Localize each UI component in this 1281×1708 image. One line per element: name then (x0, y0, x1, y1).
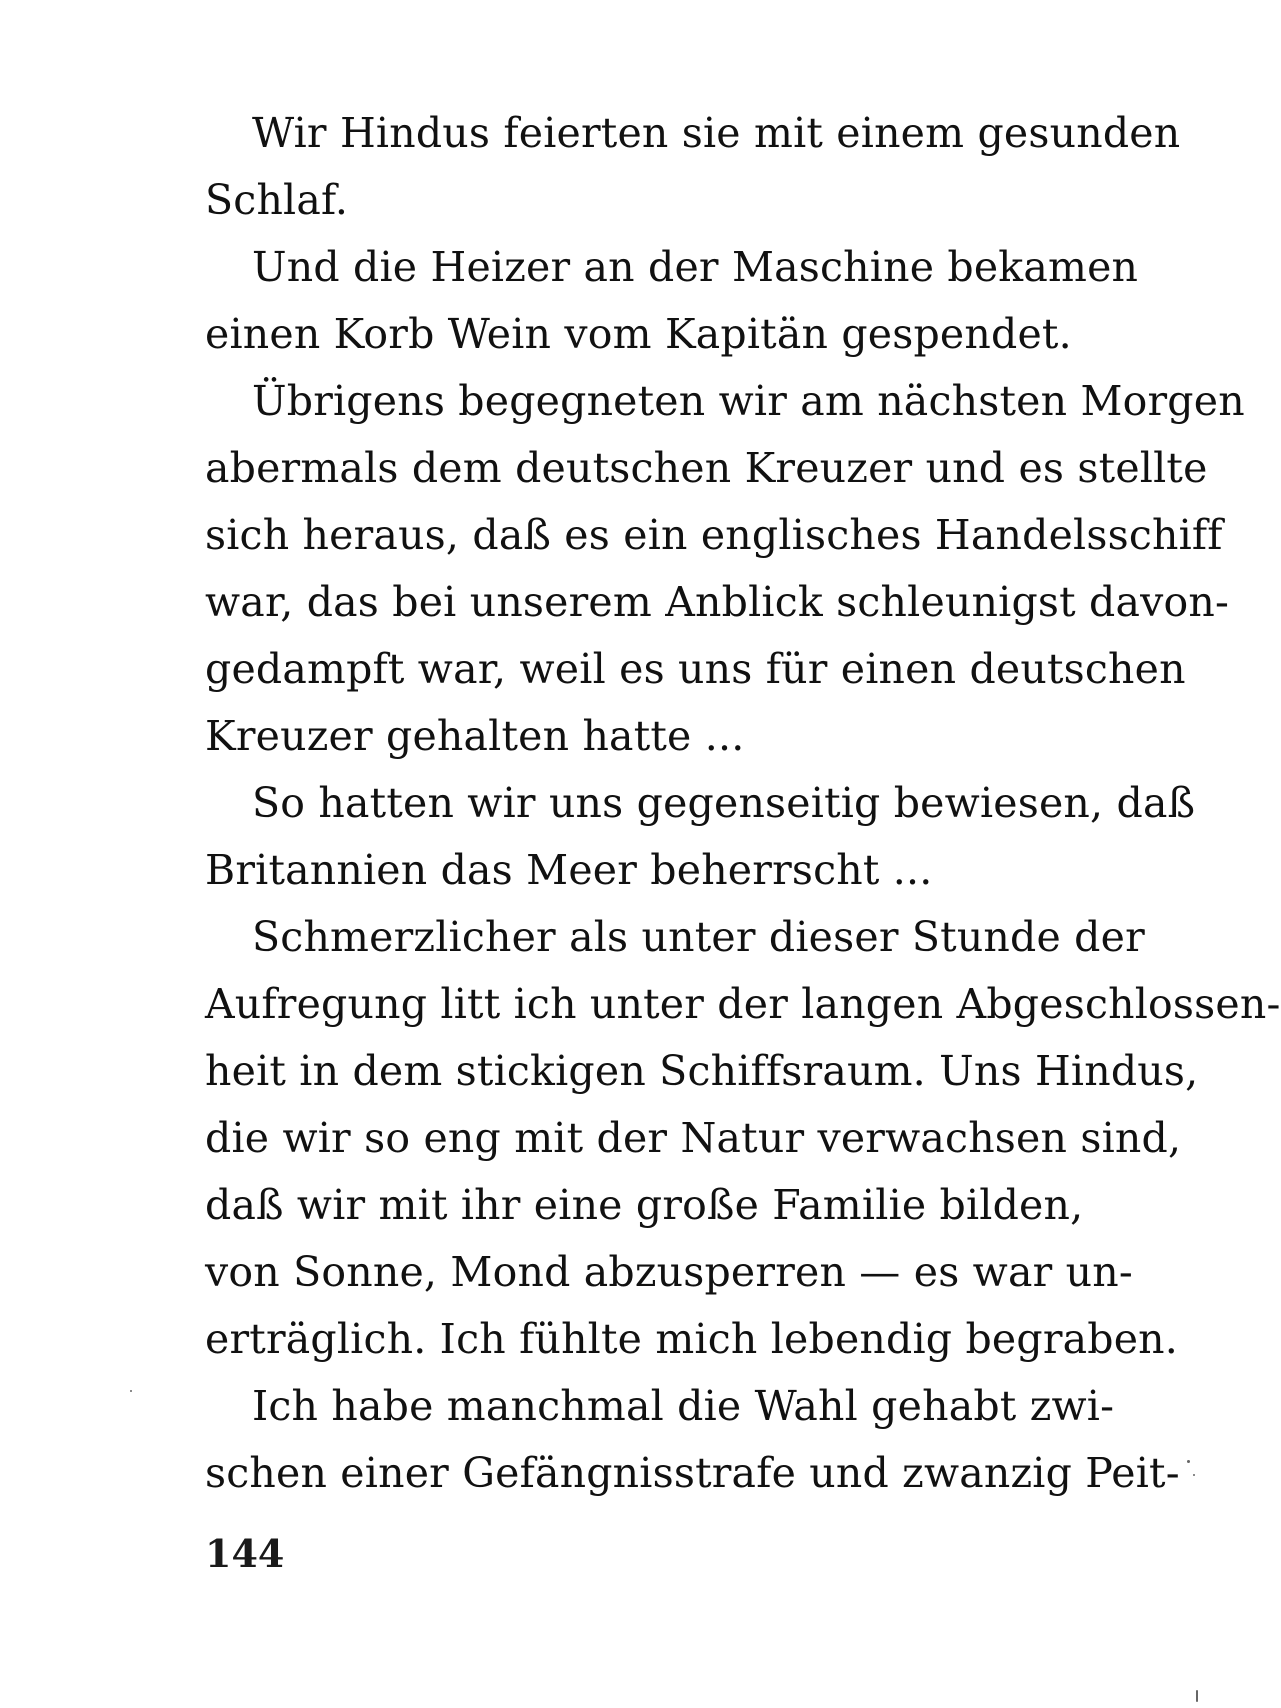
text-line: Britannien das Meer beherrscht ... (205, 846, 933, 894)
text-line: Und die Heizer an der Maschine bekamen (252, 243, 1139, 291)
text-line: Schmerzlicher als unter dieser Stunde der (252, 913, 1145, 961)
text-line: schen einer Gefängnisstrafe und zwanzig Peit- (205, 1449, 1180, 1497)
text-line: die wir so eng mit der Natur verwachsen sind, (205, 1114, 1182, 1162)
text-line: einen Korb Wein vom Kapitän gespendet. (205, 310, 1072, 358)
text-line: sich heraus, daß es ein englisches Handelsschiff (205, 511, 1223, 559)
text-line: war, das bei unserem Anblick schleunigst davon- (205, 578, 1230, 626)
text-line: erträglich. Ich fühlte mich lebendig begraben. (205, 1315, 1179, 1363)
page-number: 144 (205, 1531, 285, 1576)
text-line: Ich habe manchmal die Wahl gehabt zwi- (252, 1382, 1115, 1430)
paper-speck (1187, 1460, 1190, 1463)
paper-speck (130, 1390, 132, 1392)
text-line: Kreuzer gehalten hatte ... (205, 712, 745, 760)
paper-speck (1193, 1474, 1195, 1476)
text-line: Übrigens begegneten wir am nächsten Morgen (252, 377, 1245, 425)
text-line: von Sonne, Mond abzusperren — es war un- (205, 1248, 1133, 1296)
text-line: abermals dem deutschen Kreuzer und es stellte (205, 444, 1208, 492)
text-line: heit in dem stickigen Schiffsraum. Uns Hindus, (205, 1047, 1199, 1095)
text-line: So hatten wir uns gegenseitig bewiesen, daß (252, 779, 1196, 827)
text-line: Wir Hindus feierten sie mit einem gesunden (252, 109, 1181, 157)
text-line: daß wir mit ihr eine große Familie bilden, (205, 1181, 1084, 1229)
body-text (205, 100, 1281, 1507)
paper-speck (1196, 1690, 1198, 1702)
text-line: Aufregung litt ich unter der langen Abgeschlossen- (205, 980, 1281, 1028)
text-line: gedampft war, weil es uns für einen deutschen (205, 645, 1186, 693)
text-line: Schlaf. (205, 176, 349, 224)
